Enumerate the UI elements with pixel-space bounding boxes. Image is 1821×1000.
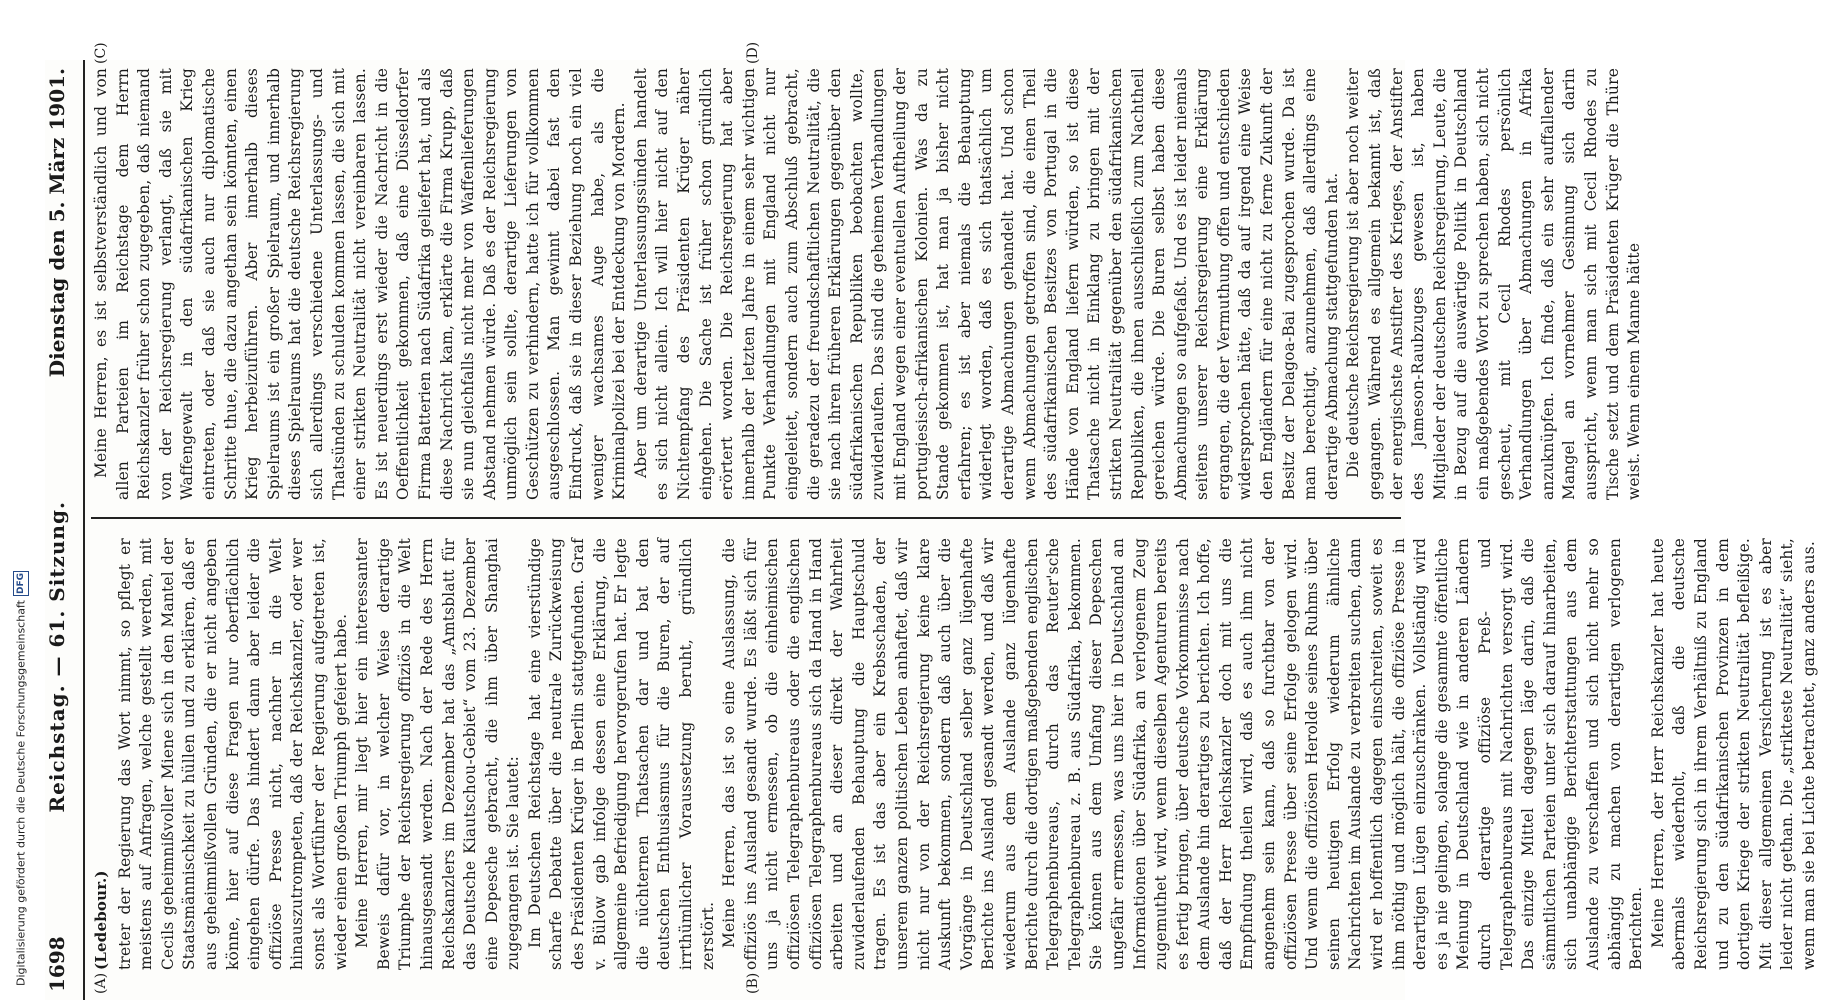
paragraph: treter der Regierung das Wort nimmt, so pflegt er meistens auf Anfragen, welche gestellt werden, mit Cecils geheimnißvoller Miene sich in den Mantel der Staatsmännischkeit zu hüllen und zu erklären, daß er aus geheimnißvollen Gründen, die er nicht angeben könne, hier auf diese Fragen nur oberflächlich eingehen dürfe. Das hindert dann aber leider die offiziöse Presse nicht, nachher in die Welt hinauszutrompeten, daß der Reichskanzler, oder wer sonst als Wortführer der Regierung aufgetreten ist, wieder einen großen Triumph gefeiert habe.	[115, 538, 350, 970]
paragraph: Aber um derartige Unterlassungssünden handelt es sich nicht allein. Ich will hier nicht auf den Nichtempfang des Präsidenten Krüger näher eingehen. Die Sache ist früher schon gründlich erörtert worden. Die Reichsregierung hat aber innerhalb der letzten Jahre in einem sehr wichtigen Punkte Verhandlungen mit England nicht nur eingeleitet, sondern auch zum Abschluß gebracht, die geradezu der freundschaftlichen Neutralität, die sie nach ihren früheren Erklärungen gegenüber den südafrikanischen Republiken beobachten wollte, zuwiderlaufen. Das sind die geheimen Verhandlungen mit England wegen einer eventuellen Auftheilung der portugiesisch-afrikanischen Kolonien. Was da zu Stande gekommen ist, hat man ja bisher nicht erfahren; es ist aber niemals die Behauptung widerlegt worden, daß es sich thatsächlich um derartige Abmachungen gehandelt hat. Und schon wenn Abmachungen getroffen sind, die einen Theil des südafrikanischen Besitzes von Portugal in die Hände von England liefern würden, so ist diese Thatsache nicht in Einklang zu bringen mit der strikten Neutralität gegenüber den südafrikanischen Republiken, die ihnen ausschließlich zum Nachtheil gereichen würde. Die Buren selbst haben diese Abmachungen so aufgefaßt. Und es ist leider niemals seitens unserer Reichsregierung eine Erklärung ergangen, die der Vermuthung offen und entschieden widersprochen hätte, daß da auf irgend eine Weise den Engländern für eine nicht zu ferne Zukunft der Besitz der Delagoa-Bai zugesprochen wurde. Da ist man berechtigt, anzunehmen, daß allerdings eine derartige Abmachung stattgefunden hat.	[631, 68, 1341, 500]
paragraph: Die deutsche Reichsregierung ist aber noch weiter gegangen. Während es allgemein bekannt ist, daß der energischste Anstifter des Krieges, der Anstifter des Jameson-Raubzuges gewesen ist, haben Mitglieder der deutschen Reichsregierung, Leute, die in Bezug auf die auswärtige Politik in Deutschland ein maßgebendes Wort zu sprechen haben, sich nicht gescheut, mit Cecil Rhodes persönlich Verhandlungen über Abmachungen in Afrika anzuknüpfen. Ich finde, daß ein sehr auffallender Mangel an vornehmer Gesinnung sich darin ausspricht, wenn man sich mit Cecil Rhodes zu Tische setzt und dem Präsidenten Krüger die Thüre weist. Wenn einem Manne hätte	[1344, 68, 1644, 500]
header-rule	[83, 60, 85, 1000]
session-date: Dienstag den 5. März 1901.	[45, 68, 69, 378]
speaker-label: (Ledebour.)	[92, 870, 110, 970]
paragraph: Meine Herren, es ist selbstverständlich und von allen Parteien im Reichstage dem Herrn Reichskanzler früher schon zugegeben, daß niemand von der Reichsregierung verlangt, daß sie mit Waffengewalt in den südafrikanischen Krieg eintreten, oder daß sie auch nur diplomatische Schritte thue, die dazu angethan sein könnten, einen Krieg herbeizuführen. Aber innerhalb dieses Spielraums ist ein großer Spielraum, und innerhalb dieses Spielraums hat die deutsche Reichsregierung sich allerdings verschiedene Unterlassungs- und Thatsünden zu schulden kommen lassen, die sich mit einer strikten Neutralität nicht vereinbaren lassen. Es ist neuerdings erst wieder die Nachricht in die Oeffentlichkeit gekommen, daß eine Düsseldorfer Firma Batterien nach Südafrika geliefert hat, und als diese Nachricht kam, erklärte die Firma Krupp, daß sie nun gleichfalls nicht mehr von Waffenlieferungen Abstand nehmen würde. Daß es der Reichsregierung unmöglich sein sollte, derartige Lieferungen von Geschützen zu verhindern, hatte ich für vollkommen ausgeschlossen. Man gewinnt dabei fast den Eindruck, daß sie in dieser Beziehung noch ein viel weniger wachsames Auge habe, als die Kriminalpolizei bei der Entdeckung von Mordern.	[92, 68, 629, 500]
dfg-logo: DFG	[13, 571, 29, 596]
page-number: 1698	[45, 936, 69, 992]
digitization-credit	[10, 26, 32, 986]
rotated-document-page	[45, 41, 1818, 1000]
credit-text: Digitalisierung gefördert durch die Deutsche Forschungsgemeinschaft	[14, 600, 28, 986]
page-title: Reichstag. — 61. Sitzung.	[45, 501, 69, 813]
paragraph: Meine Herren, mir liegt hier ein interessanter Beweis dafür vor, in welcher Weise derartige Triumphe der Reichsregierung offiziös in die Welt hinausgesandt werden. Nach der Rede des Herrn Reichskanzlers im Dezember hat das „Amtsblatt für das Deutsche Kiautschou-Gebiet“ vom 23. Dezember eine Depesche gebracht, die ihm über Shanghai zugegangen ist. Sie lautet:	[353, 538, 523, 970]
margin-marker-b: (B)	[745, 972, 761, 994]
margin-marker-d: (D)	[745, 41, 761, 64]
margin-marker-a: (A)	[93, 972, 109, 994]
paragraph: Meine Herren, das ist so eine Auslassung, die offiziös ins Ausland gesandt wurde. Es läßt sich für uns ja nicht ermessen, ob die einheimischen offiziösen Telegraphenbureaus oder die englischen offiziösen Telegraphenbureaus sich da Hand in Hand arbeiten und an dieser direkt der Wahrheit zuwiderlaufenden Behauptung die Hauptschuld tragen. Es ist das aber ein Krebsschaden, der unserem ganzen politischen Leben anhaftet, daß wir nicht nur von der Reichsregierung keine klare Auskunft bekommen, sondern daß auch über die Vorgänge in Deutschland selber ganz lügenhafte Berichte ins Ausland gesandt werden, und daß wir wiederum aus dem Auslande ganz lügenhafte Berichte durch die dortigen maßgebenden englischen Telegraphenbureaus, durch das Reuter'sche Telegraphenbureau z. B. aus Südafrika, bekommen. Sie können aus dem Umfang dieser Depeschen ungefähr ermessen, was uns hier in Deutschland an Informationen über Südafrika, an verlogenem Zeug zugemuthet wird, wenn dieselben Agenturen bereits es fertig bringen, über deutsche Vorkommnisse nach dem Auslande hin derartiges zu berichten. Ich hoffe, daß der Herr Reichskanzler doch mit uns die Empfindung theilen wird, daß es auch ihm nicht angenehm sein kann, daß so furchtbar von der offiziösen Presse über seine Erfolge gelogen wird. Und wenn die offiziösen Herolde seines Ruhms über seinen heutigen Erfolg wiederum ähnliche Nachrichten im Auslande zu verbreiten suchen, dann wird er hoffentlich dagegen einschreiten, soweit es ihm nöthig und möglich hält, die offiziöse Presse in derartigen Lügen einzuschränken. Vollständig wird es ja nie gelingen, solange die gesammte öffentliche Meinung in Deutschland wie in anderen Ländern durch derartige offiziöse Preß- und Telegraphenbureaus mit Nachrichten versorgt wird. Das einzige Mittel dagegen läge darin, daß die sämmtlichen Parteien unter sich darauf hinarbeiten, sich unabhängige Berichterstattungen aus dem Auslande zu verschaffen und sich nicht mehr so abhängig zu machen von derartigen verlogenen Berichten.	[720, 538, 1646, 970]
right-column	[91, 68, 1644, 500]
page-header	[45, 60, 79, 1000]
left-column	[91, 538, 1818, 970]
column-divider	[91, 517, 1401, 519]
quoted-telegram: Im Deutschen Reichstage hat eine vierstündige scharfe Debatte über die neutrale Zurückweisung des Präsidenten Krüger in Berlin stattgefunden. Graf v. Bülow gab infolge dessen eine Erklärung, die allgemeine Befriedigung hervorgerufen hat. Er legte die nüchternen Thatsachen dar und bat den deutschen Enthusiasmus für die Buren, der auf irrthümlicher Voraussetzung beruht, gründlich zerstört.	[525, 538, 717, 970]
margin-marker-c: (C)	[93, 42, 109, 64]
paragraph: Meine Herren, der Herr Reichskanzler hat heute abermals wiederholt, daß die deutsche Reichsregierung sich in ihrem Verhältniß zu England und zu den südafrikanischen Provinzen in dem dortigen Kriege der strikten Neutralität befleißige. Mit dieser allgemeinen Versicherung ist es aber leider nicht gethan. Die „strikteste Neutralität“ sieht, wenn man sie bei Lichte betrachtet, ganz anders aus.	[1648, 538, 1818, 970]
